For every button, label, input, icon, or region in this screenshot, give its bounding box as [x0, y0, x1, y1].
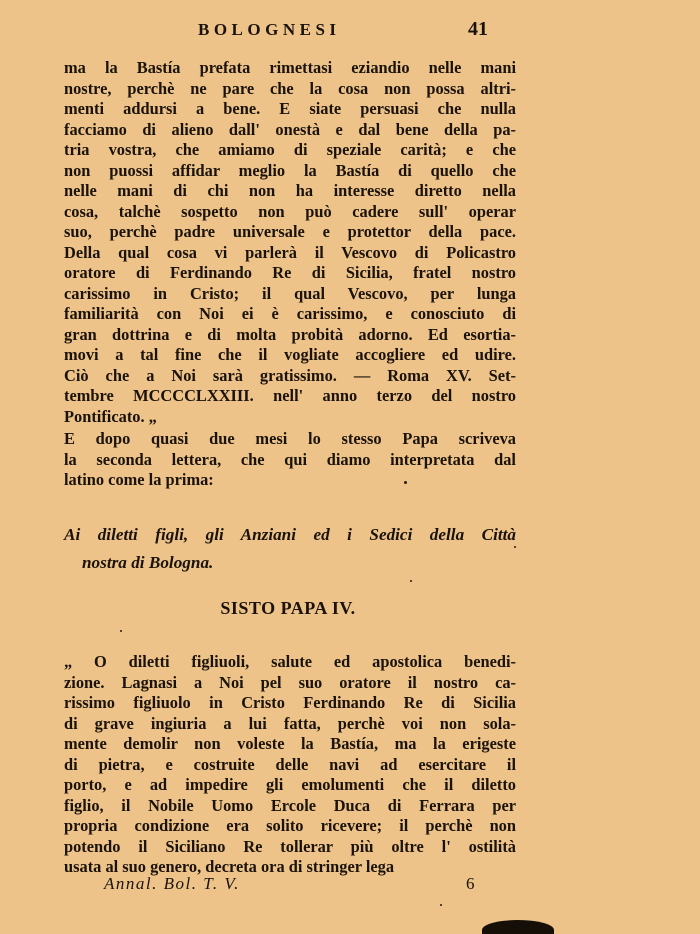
- paragraph3-line: mente demolir non voleste la Bastía, ma la erigeste: [64, 734, 516, 753]
- paragraph1-line: tria vostra, che amiamo di speziale carità; e che: [64, 140, 516, 159]
- page-footer: [0, 874, 700, 898]
- paragraph3-line: usata al suo genero, decreta ora di stringer lega: [64, 857, 395, 876]
- paragraph1-line: nostre, perchè ne pare che la cosa non possa altri-: [64, 78, 516, 98]
- paragraph3-line: porto, e ad impedire gli emolumenti che il diletto: [64, 775, 516, 794]
- paragraph1-line: menti addursi a bene. E siate persuasi che nulla: [64, 99, 516, 118]
- signature-number: 6: [466, 874, 475, 893]
- paragraph-continuation: [64, 58, 516, 427]
- paragraph3-line: zione. Lagnasi a Noi pel suo oratore il nostro ca-: [64, 672, 516, 692]
- page-number: 41: [468, 18, 488, 40]
- paragraph3-line: potendo il Siciliano Re tollerar più oltre l' ostilità: [64, 836, 516, 856]
- paragraph-letter: [64, 652, 516, 878]
- paragraph1-line: oratore di Ferdinando Re di Sicilia, fratel nostro: [64, 263, 516, 282]
- paragraph1-line: gran dottrina e di molta probità adorno. Ed esortia-: [64, 324, 516, 344]
- paragraph2-line: E dopo quasi due mesi lo stesso Papa scriveva: [64, 429, 516, 448]
- paragraph3-line: figlio, il Nobile Uomo Ercole Duca di Ferrara per: [64, 795, 516, 815]
- paragraph1-line: carissimo in Cristo; il qual Vescovo, per lunga: [64, 283, 516, 303]
- paragraph1-line: Pontificato. „: [64, 406, 157, 426]
- paragraph3-line: rissimo figliuolo in Cristo Ferdinando Re di Sicilia: [64, 693, 516, 712]
- running-head: BOLOGNESI: [198, 20, 341, 39]
- page-header: [0, 18, 700, 46]
- paragraph1-line: facciamo di alieno dall' onestà e dal bene della pa-: [64, 119, 516, 139]
- paragraph1-line: tembre MCCCCLXXIII. nell' anno terzo del nostro: [64, 386, 516, 405]
- ink-speck: [514, 546, 516, 548]
- letter-addressee: [64, 521, 516, 577]
- paragraph-narration: [64, 429, 516, 491]
- ink-speck: [120, 630, 122, 632]
- paragraph1-line: suo, perchè padre universale e protettor della pace.: [64, 222, 516, 241]
- section-title: [0, 598, 700, 619]
- addressee-line: nostra di Bologna.: [82, 553, 214, 572]
- paragraph3-line: propria condizione era solito ricevere; il perchè non: [64, 816, 516, 835]
- paragraph3-line: „ O diletti figliuoli, salute ed apostolica benedi-: [64, 652, 516, 671]
- paragraph1-line: ma la Bastía prefata rimettasi eziandio nelle mani: [64, 58, 516, 77]
- addressee-line: Ai diletti figli, gli Anziani ed i Sedici della Città: [64, 525, 516, 544]
- paragraph1-line: Della qual cosa vi parlerà il Vescovo di Policastro: [64, 242, 516, 262]
- paragraph1-line: non puossi affidar meglio la Bastía di quello che: [64, 160, 516, 180]
- paragraph2-line: latino come la prima:: [64, 470, 214, 489]
- paragraph2-line: la seconda lettera, che qui diamo interpretata dal: [64, 449, 516, 469]
- printer-signature: Annal. Bol. T. V.: [104, 874, 240, 893]
- section-title-text: SISTO PAPA IV.: [220, 598, 356, 618]
- ink-speck: [440, 904, 442, 906]
- paragraph3-line: di pietra, e costruite delle navi ad esercitare il: [64, 754, 516, 774]
- paragraph1-line: cosa, talchè sospetto non può cadere sull' operar: [64, 201, 516, 221]
- paragraph1-line: movi a tal fine che il vogliate accogliere ed udire.: [64, 345, 516, 364]
- paragraph3-line: di grave ingiuria a lui fatta, perchè voi non sola-: [64, 713, 516, 733]
- paragraph1-line: Ciò che a Noi sarà gratissimo. — Roma XV. Set-: [64, 365, 516, 385]
- paragraph1-line: nelle mani di chi non ha interesse diretto nella: [64, 181, 516, 200]
- paragraph1-line: familiarità con Noi ei è carissimo, e conosciuto di: [64, 304, 516, 323]
- ink-speck: [404, 481, 407, 484]
- ink-speck: [410, 580, 412, 582]
- ink-blot: [482, 920, 554, 934]
